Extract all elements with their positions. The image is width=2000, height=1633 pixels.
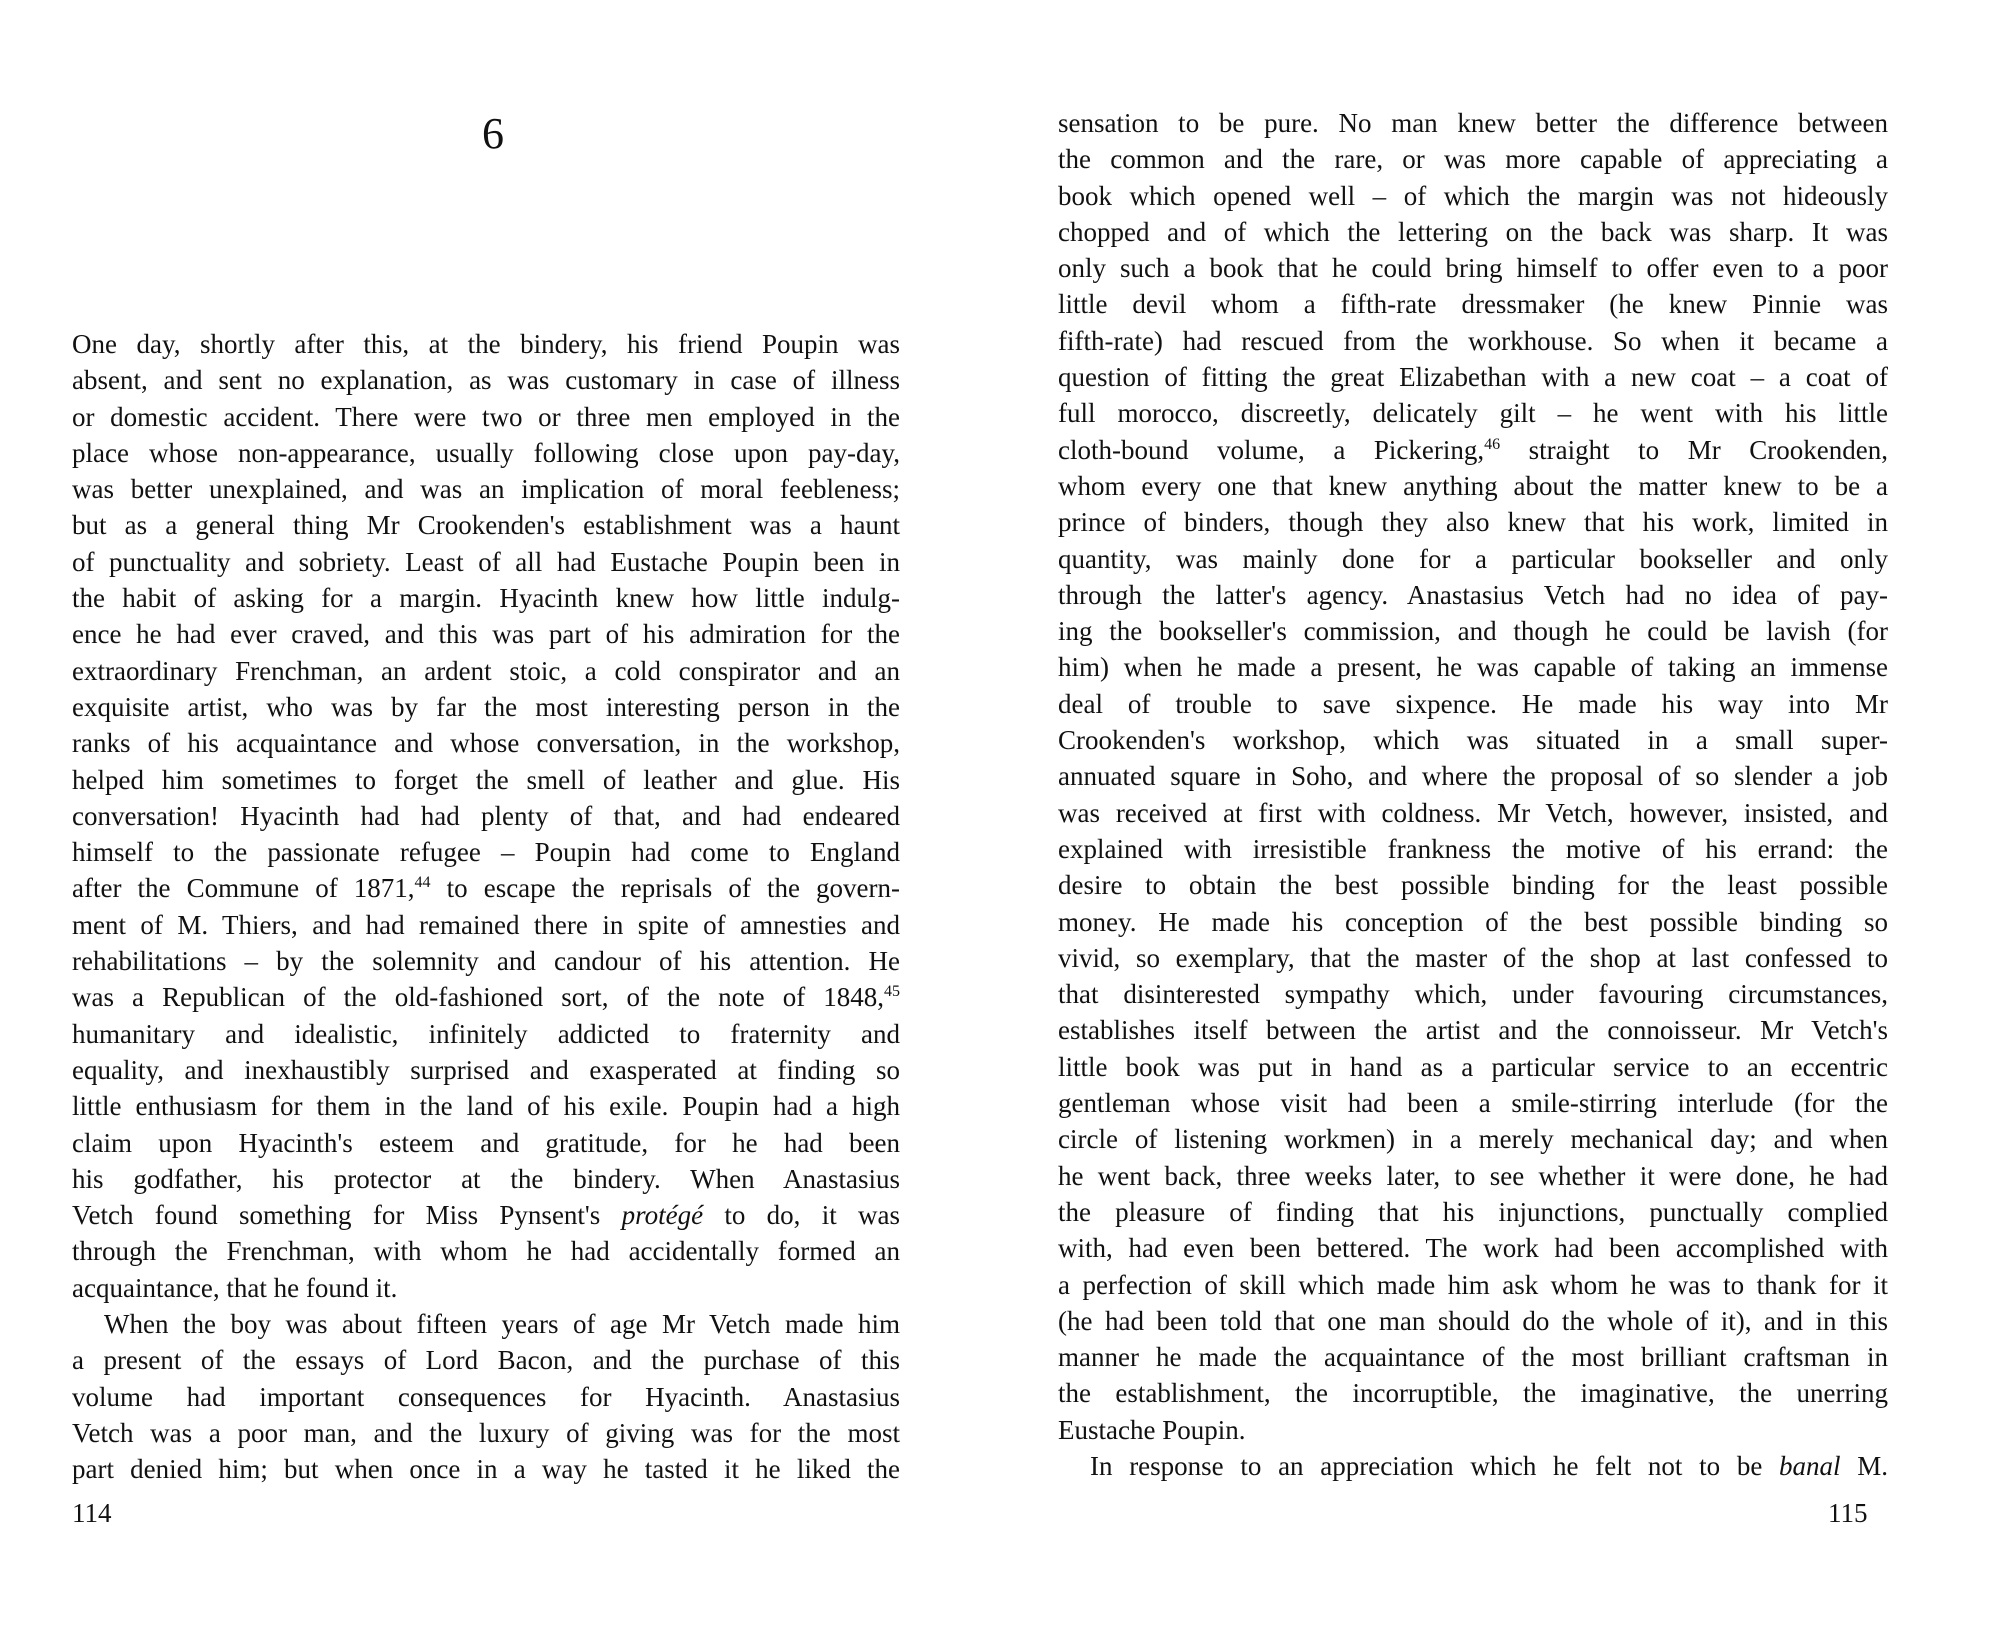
text-line [1058,178,1888,214]
text-line [72,580,900,616]
chapter-number: 6 [482,109,504,158]
text-line [72,798,900,834]
text-segment: vivid, so exemplary, that the master of the shop at last confessed to [1058,942,1888,973]
text-line [1058,250,1888,286]
text-segment: his godfather, his protector at the bindery. When Anastasius [72,1163,900,1194]
text-line [72,1451,900,1487]
text-segment: equality, and inexhaustibly surprised and exasperated at finding so [72,1054,900,1085]
text-segment: desire to obtain the best possible binding for the least possible [1058,870,1888,901]
text-line [72,1016,900,1052]
text-segment: of punctuality and sobriety. Least of all had Eustache Poupin been in [72,546,900,577]
text-segment: exquisite artist, who was by far the most interesting person in the [72,691,900,722]
page-number-left: 114 [72,1498,112,1528]
text-segment: was received at first with coldness. Mr Vetch, however, insisted, and [1058,797,1888,828]
text-line [1058,1230,1888,1266]
text-segment: cloth-bound volume, a Pickering, [1058,434,1485,465]
text-segment: volume had important consequences for Hyacinth. Anastasius [72,1381,900,1412]
text-segment: whom every one that knew anything about the matter knew to be a [1058,470,1888,501]
text-segment: claim upon Hyacinth's esteem and gratitude, for he had been [72,1127,900,1158]
text-segment: through the latter's agency. Anastasius Vetch had no idea of pay- [1058,579,1888,610]
text-line [1058,1339,1888,1375]
text-line [72,1415,900,1451]
text-line [72,689,900,725]
text-segment: money. He made his conception of the best possible binding so [1058,906,1888,937]
text-line [1058,795,1888,831]
text-segment: quantity, was mainly done for a particular bookseller and only [1058,543,1888,574]
text-line [1058,976,1888,1012]
text-segment: conversation! Hyacinth had had plenty of that, and had endeared [72,800,900,831]
text-segment: to do, it was [703,1200,900,1231]
text-line [72,1197,900,1233]
text-segment: a perfection of skill which made him ask whom he was to thank for it [1058,1269,1888,1300]
text-line [1058,1049,1888,1085]
text-line [72,1233,900,1269]
text-line [72,870,900,906]
text-segment: himself to the passionate refugee – Poupin had come to England [72,837,900,868]
text-segment: In response to an appreciation which he felt not to be [1090,1450,1780,1481]
text-line [1058,432,1888,468]
text-line [1058,359,1888,395]
text-segment: only such a book that he could bring himself to offer even to a poor [1058,253,1888,284]
text-line [1058,758,1888,794]
text-line [1058,395,1888,431]
text-segment: little devil whom a fifth-rate dressmaker (he knew Pinnie was [1058,289,1888,320]
text-segment: the habit of asking for a margin. Hyacinth knew how little indulg- [72,583,900,614]
text-line [72,943,900,979]
text-segment: a present of the essays of Lord Bacon, and the purchase of this [72,1345,900,1376]
text-segment: full morocco, discreetly, delicately gilt – he went with his little [1058,398,1888,429]
text-line [72,544,900,580]
text-segment: M. [1840,1450,1888,1481]
text-line [72,507,900,543]
text-line [72,1125,900,1161]
text-segment: explained with irresistible frankness the motive of his errand: the [1058,833,1888,864]
text-line [1058,1303,1888,1339]
text-segment: helped him sometimes to forget the smell of leather and glue. His [72,764,900,795]
text-line [72,471,900,507]
text-line [1058,722,1888,758]
text-line [72,1306,900,1342]
text-line [72,326,900,362]
text-line [1058,541,1888,577]
text-segment: absent, and sent no explanation, as was customary in case of illness [72,365,900,396]
text-line [1058,1158,1888,1194]
text-segment: prince of binders, though they also knew that his work, limited in [1058,507,1888,538]
text-segment: question of fitting the great Elizabethan with a new coat – a coat of [1058,362,1888,393]
text-segment: little book was put in hand as a particular service to an eccentric [1058,1051,1888,1082]
text-segment: the establishment, the incorruptible, the imaginative, the unerring [1058,1378,1888,1409]
text-segment: ing the bookseller's commission, and though he could be lavish (for [1058,616,1888,647]
text-segment: manner he made the acquaintance of the most brilliant craftsman in [1058,1342,1888,1373]
text-segment: ment of M. Thiers, and had remained there in spite of amnesties and [72,909,900,940]
text-segment: annuated square in Soho, and where the proposal of so slender a job [1058,761,1888,792]
text-segment: acquaintance, that he found it. [72,1272,398,1303]
text-line [1058,831,1888,867]
text-segment: sensation to be pure. No man knew better the difference between [1058,108,1888,138]
text-segment: gentleman whose visit had been a smile-stirring interlude (for the [1058,1088,1888,1119]
text-segment: through the Frenchman, with whom he had accidentally formed an [72,1236,900,1267]
italic-text: protégé [621,1200,704,1231]
text-segment: that disinterested sympathy which, under favouring circumstances, [1058,979,1888,1010]
text-segment: Vetch was a poor man, and the luxury of giving was for the most [72,1417,900,1448]
footnote-reference[interactable]: 45 [884,983,900,1001]
text-line [1058,468,1888,504]
text-segment: or domestic accident. There were two or three men employed in the [72,401,900,432]
text-line [72,653,900,689]
text-segment: establishes itself between the artist and the connoisseur. Mr Vetch's [1058,1015,1888,1046]
text-segment: fifth-rate) had rescued from the workhouse. So when it became a [1058,325,1888,356]
text-line [72,616,900,652]
page-number-right: 115 [1828,1498,1868,1528]
text-line [72,435,900,471]
text-segment: humanitary and idealistic, infinitely addicted to fraternity and [72,1018,900,1049]
text-segment: was a Republican of the old-fashioned sort, of the note of 1848, [72,982,884,1013]
footnote-reference[interactable]: 44 [414,874,431,892]
text-segment: was better unexplained, and was an implication of moral feebleness; [72,474,900,505]
text-line [72,834,900,870]
text-segment: deal of trouble to save sixpence. He made his way into Mr [1058,688,1888,719]
text-segment: chopped and of which the lettering on the back was sharp. It was [1058,216,1888,247]
text-segment: rehabilitations – by the solemnity and candour of his attention. He [72,946,900,977]
text-line [72,399,900,435]
text-segment: the common and the rare, or was more capable of appreciating a [1058,144,1888,175]
text-line [72,1270,900,1306]
text-line [1058,613,1888,649]
text-line [72,907,900,943]
text-segment: but as a general thing Mr Crookenden's establishment was a haunt [72,510,900,541]
text-line [72,725,900,761]
text-segment: place whose non-appearance, usually following close upon pay-day, [72,437,900,468]
text-segment: Eustache Poupin. [1058,1414,1246,1445]
text-segment: Crookenden's workshop, which was situated in a small super- [1058,725,1888,756]
right-page [1000,0,2000,1633]
text-segment: straight to Mr Crookenden, [1500,434,1888,465]
text-line [72,1052,900,1088]
text-line [1058,1012,1888,1048]
footnote-reference[interactable]: 46 [1484,435,1501,453]
text-line [72,1088,900,1124]
text-segment: after the Commune of 1871, [72,873,415,904]
text-line [1058,904,1888,940]
text-line [72,762,900,798]
text-line [1058,686,1888,722]
text-line [1058,1194,1888,1230]
text-line [1058,577,1888,613]
text-segment: (he had been told that one man should do the whole of it), and in this [1058,1305,1888,1336]
text-line [1058,141,1888,177]
text-line [1058,1448,1888,1484]
left-page-text [72,326,900,1488]
text-line [1058,649,1888,685]
text-line [1058,286,1888,322]
italic-text: banal [1779,1450,1841,1481]
text-line [1058,1085,1888,1121]
text-line [1058,1121,1888,1157]
right-page-text [1058,105,1888,1484]
text-line [1058,214,1888,250]
text-line [1058,1412,1888,1448]
text-line [1058,105,1888,141]
text-segment: little enthusiasm for them in the land of his exile. Poupin had a high [72,1091,900,1122]
text-line [1058,1375,1888,1411]
text-line [72,1342,900,1378]
text-line [72,1161,900,1197]
text-segment: him) when he made a present, he was capable of taking an immense [1058,652,1888,683]
text-segment: the pleasure of finding that his injunctions, punctually complied [1058,1196,1888,1227]
text-line [1058,504,1888,540]
text-segment: he went back, three weeks later, to see whether it were done, he had [1058,1160,1888,1191]
text-line [1058,867,1888,903]
text-segment: Vetch found something for Miss Pynsent's [72,1200,622,1231]
text-line [72,362,900,398]
text-segment: part denied him; but when once in a way he tasted it he liked the [72,1454,900,1485]
text-segment: book which opened well – of which the margin was not hideously [1058,180,1888,211]
text-line [1058,323,1888,359]
text-segment: circle of listening workmen) in a merely mechanical day; and when [1058,1124,1888,1155]
text-line [72,1379,900,1415]
text-line [1058,1267,1888,1303]
text-segment: extraordinary Frenchman, an ardent stoic, a cold conspirator and an [72,655,900,686]
text-line [72,979,900,1015]
text-segment: ranks of his acquaintance and whose conversation, in the workshop, [72,728,900,759]
text-segment: to escape the reprisals of the govern- [430,873,900,904]
text-line [1058,940,1888,976]
text-segment: When the boy was about fifteen years of age Mr Vetch made him [104,1309,900,1340]
text-segment: with, had even been bettered. The work had been accomplished with [1058,1233,1888,1264]
text-segment: ence he had ever craved, and this was part of his admiration for the [72,619,900,650]
text-segment: One day, shortly after this, at the bindery, his friend Poupin was [72,329,900,359]
